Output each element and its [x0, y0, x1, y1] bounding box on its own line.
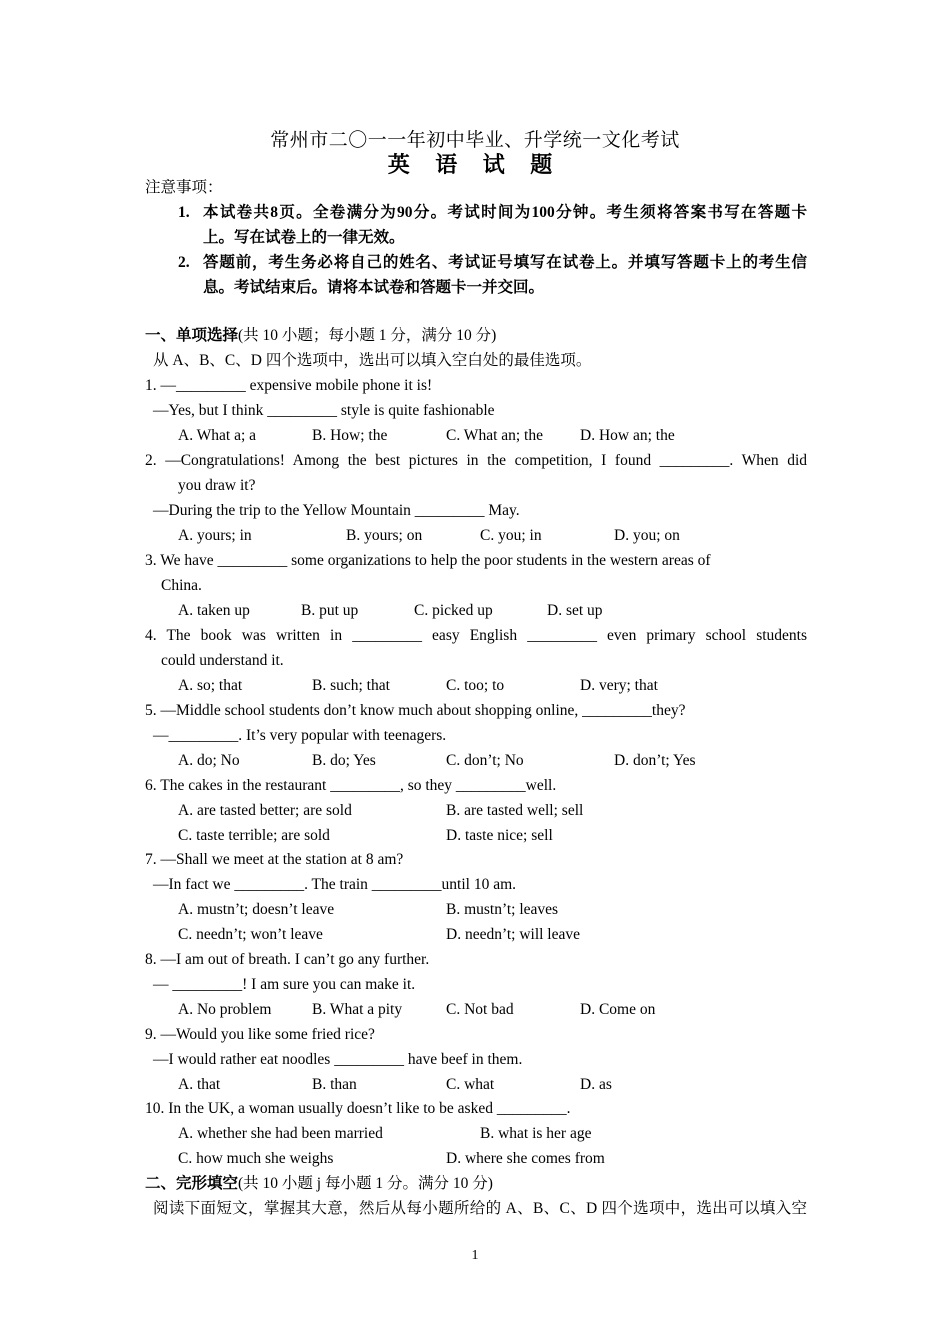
- question-5-option-d: D. don’t; Yes: [614, 752, 696, 769]
- section1-heading: [145, 326, 496, 346]
- question-10-stem: 10. In the UK, a woman usually doesn’t like to be asked _________.: [145, 1100, 571, 1117]
- question-4-stem: 4. The book was written in _________ easy English _________ even primary school students: [145, 627, 807, 644]
- question-3-option-b: B. put up: [301, 602, 359, 619]
- question-2-option-d: D. you; on: [614, 527, 680, 544]
- section2-heading-title: 二、完形填空: [145, 1175, 239, 1192]
- question-6-option-c: C. taste terrible; are sold: [178, 827, 330, 844]
- question-8-stem: 8. —I am out of breath. I can’t go any further.: [145, 951, 430, 968]
- question-5-option-c: C. don’t; No: [446, 752, 524, 769]
- question-4-option-c: C. too; to: [446, 677, 505, 694]
- question-6-option-a: A. are tasted better; are sold: [178, 802, 352, 819]
- question-8-option-a: A. No problem: [178, 1001, 272, 1018]
- question-4-option-a: A. so; that: [178, 677, 243, 694]
- question-1-option-b: B. How; the: [312, 427, 388, 444]
- question-8-option-d: D. Come on: [580, 1001, 656, 1018]
- question-7-option-d: D. needn’t; will leave: [446, 926, 581, 943]
- question-8-option-c: C. Not bad: [446, 1001, 514, 1018]
- section2-heading: [145, 1174, 493, 1194]
- question-1-reply: —Yes, but I think _________ style is quite fashionable: [153, 402, 495, 419]
- question-9-reply: —I would rather eat noodles _________ have beef in them.: [153, 1051, 523, 1068]
- question-7-option-a: A. mustn’t; doesn’t leave: [178, 901, 335, 918]
- question-10-option-b: B. what is her age: [480, 1125, 592, 1142]
- question-5-option-b: B. do; Yes: [312, 752, 376, 769]
- question-3-option-d: D. set up: [547, 602, 603, 619]
- question-7-option-b: B. mustn’t; leaves: [446, 901, 559, 918]
- notice-item-2-line2: 息。考试结束后。请将本试卷和答题卡一并交回。: [203, 279, 545, 296]
- question-1-option-d: D. How an; the: [580, 427, 675, 444]
- question-9-option-a: A. that: [178, 1076, 221, 1093]
- question-2-stem-cont: you draw it?: [178, 477, 256, 494]
- section2-heading-detail: (共 10 小题 j 每小题 1 分。满分 10 分): [238, 1175, 493, 1192]
- question-7-stem: 7. —Shall we meet at the station at 8 am?: [145, 851, 404, 868]
- question-3-option-a: A. taken up: [178, 602, 250, 619]
- section2-instruction: 阅读下面短文，掌握其大意，然后从每小题所给的 A、B、C、D 四个选项中，选出可以填入空: [153, 1200, 807, 1217]
- question-6-option-b: B. are tasted well; sell: [446, 802, 584, 819]
- question-9-option-c: C. what: [446, 1076, 495, 1093]
- section1-heading-detail: (共 10 小题；每小题 1 分，满分 10 分): [238, 327, 497, 344]
- question-2-option-a: A. yours; in: [178, 527, 252, 544]
- question-1-stem: 1. —_________ expensive mobile phone it is!: [145, 377, 433, 394]
- question-5-stem: 5. —Middle school students don’t know much about shopping online, _________they?: [145, 702, 686, 719]
- notice-item-2-num: 2.: [178, 254, 190, 271]
- question-4-option-b: B. such; that: [312, 677, 390, 694]
- question-7-option-c: C. needn’t; won’t leave: [178, 926, 323, 943]
- notice-item-2-line1: 答题前，考生务必将自己的姓名、考试证号填写在试卷上。并填写答题卡上的考生信: [203, 254, 807, 271]
- question-1-option-c: C. What an; the: [446, 427, 543, 444]
- page-number: 1: [471, 1248, 479, 1263]
- question-5-reply: —_________. It’s very popular with teenagers.: [153, 727, 447, 744]
- question-2-option-c: C. you; in: [480, 527, 542, 544]
- question-1-option-a: A. What a; a: [178, 427, 257, 444]
- question-10-option-a: A. whether she had been married: [178, 1125, 383, 1142]
- question-10-option-d: D. where she comes from: [446, 1150, 605, 1167]
- exam-subtitle: 英 语 试 题: [387, 152, 563, 177]
- section1-instruction: 从 A、B、C、D 四个选项中，选出可以填入空白处的最佳选项。: [153, 352, 592, 369]
- notice-heading: 注意事项：: [145, 179, 223, 196]
- question-9-stem: 9. —Would you like some fried rice?: [145, 1026, 375, 1043]
- question-5-option-a: A. do; No: [178, 752, 240, 769]
- question-2-option-b: B. yours; on: [346, 527, 423, 544]
- question-4-stem-cont: could understand it.: [161, 652, 284, 669]
- question-2-reply: —During the trip to the Yellow Mountain _________ May.: [153, 502, 520, 519]
- question-9-option-d: D. as: [580, 1076, 612, 1093]
- question-3-stem-cont: China.: [161, 577, 202, 594]
- question-8-option-b: B. What a pity: [312, 1001, 403, 1018]
- notice-item-1-num: 1.: [178, 204, 190, 221]
- notice-item-1-line1: 本试卷共8页。全卷满分为90分。考试时间为100分钟。考生须将答案书写在答题卡: [203, 204, 807, 221]
- notice-item-1-line2: 上。写在试卷上的一律无效。: [203, 229, 405, 246]
- question-7-reply: —In fact we _________. The train _________until 10 am.: [153, 876, 517, 893]
- question-4-option-d: D. very; that: [580, 677, 658, 694]
- question-3-stem: 3. We have _________ some organizations to help the poor students in the western areas of: [145, 552, 711, 569]
- question-3-option-c: C. picked up: [414, 602, 493, 619]
- question-8-reply: — _________! I am sure you can make it.: [153, 976, 416, 993]
- exam-title: 常州市二〇一一年初中毕业、升学统一文化考试: [270, 130, 680, 151]
- question-6-option-d: D. taste nice; sell: [446, 827, 553, 844]
- question-9-option-b: B. than: [312, 1076, 357, 1093]
- question-6-stem: 6. The cakes in the restaurant _________, so they _________well.: [145, 777, 557, 794]
- section1-heading-title: 一、单项选择: [145, 327, 239, 344]
- question-2-stem: 2. —Congratulations! Among the best pictures in the competition, I found _________. When did: [145, 452, 807, 469]
- question-10-option-c: C. how much she weighs: [178, 1150, 334, 1167]
